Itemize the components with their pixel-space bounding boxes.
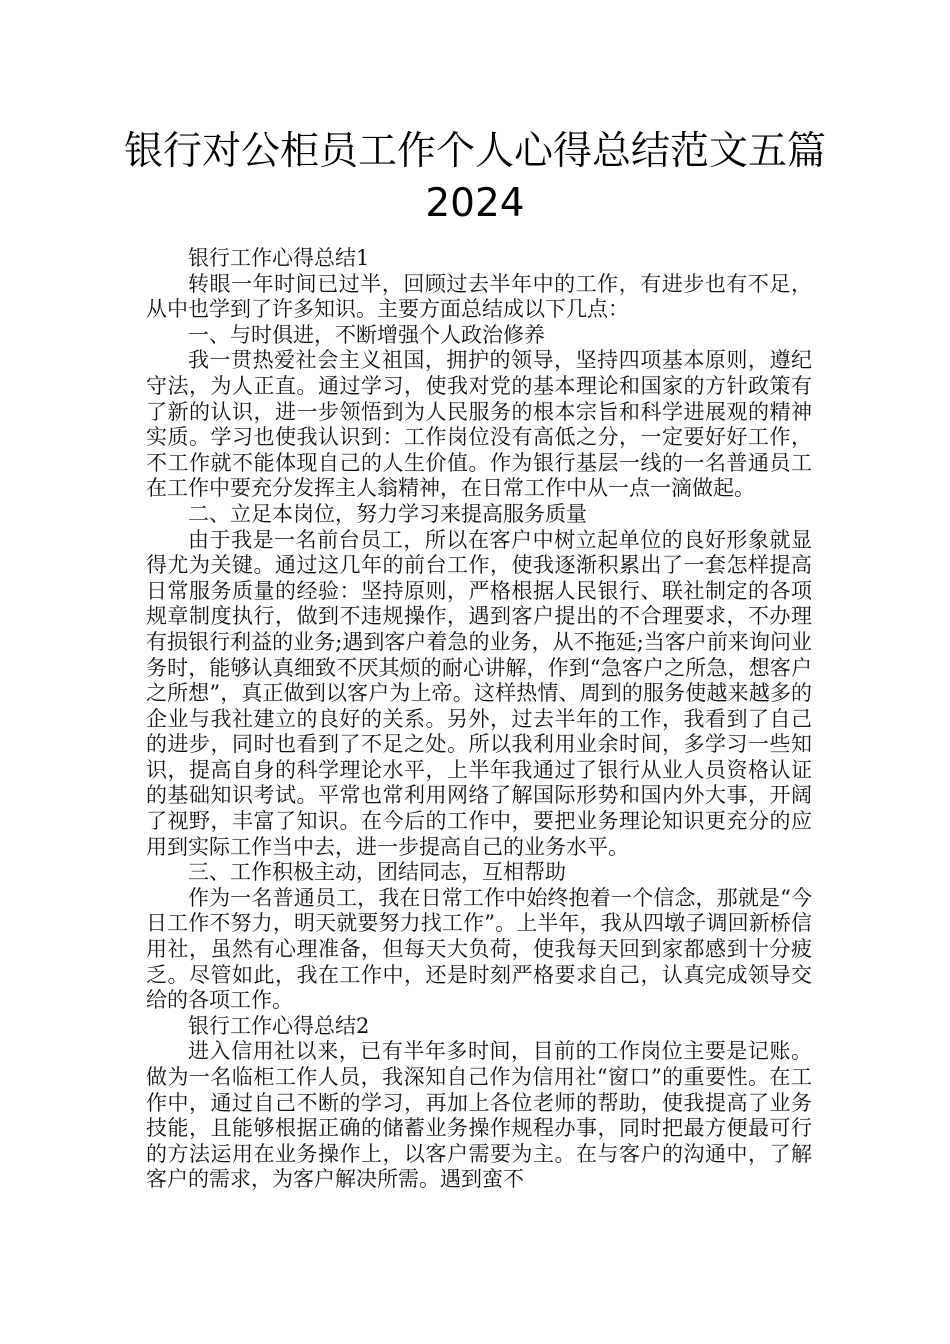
section-heading: 银行工作心得总结2	[188, 1013, 370, 1038]
document-title: 银行对公柜员工作个人心得总结范文五篇2024	[123, 129, 826, 226]
subsection-heading: 二、立足本岗位，努力学习来提高服务质量	[188, 501, 587, 526]
subsection-heading: 三、工作积极主动，团结同志，互相帮助	[188, 860, 566, 885]
body-paragraph: 我一贯热爱社会主义祖国，拥护的领导，坚持四项基本原则，遵纪守法，为人正直。通过学习，使我对党的基本理论和国家的方针政策有了新的认识，进一步领悟到为人民服务的根本宗旨和科学进展观的精神实质。学习也使我认识到：工作岗位没有高低之分，一定要好好工作，不工作就不能体现自己的人生价值。作为银行基层一线的一名普通员工在工作中要充分发挥主人翁精神，在日常工作中从一点一滴做起。	[146, 348, 812, 501]
section-heading: 银行工作心得总结1	[188, 246, 370, 270]
document-body	[146, 246, 812, 1193]
subsection-heading: 一、与时俱进，不断增强个人政治修养	[188, 322, 545, 347]
body-paragraph: 作为一名普通员工，我在日常工作中始终抱着一个信念，那就是“今日工作不努力，明天就要努力找工作”。上半年，我从四墩子调回新桥信用社，虽然有心理准备，但每天大负荷，使我每天回到家都感到十分疲乏。尽管如此，我在工作中，还是时刻严格要求自己，认真完成领导交给的各项工作。	[146, 885, 812, 1013]
body-paragraph: 由于我是一名前台员工，所以在客户中树立起单位的良好形象就显得尤为关键。通过这几年的前台工作，使我逐渐积累出了一套怎样提高日常服务质量的经验：坚持原则，严格根据人民银行、联社制定的各项规章制度执行，做到不违规操作，遇到客户提出的不合理要求，不办理有损银行利益的业务;遇到客户着急的业务，从不拖延;当客户前来询问业务时，能够认真细致不厌其烦的耐心讲解，作到“急客户之所急，想客户之所想”，真正做到以客户为上帝。这样热情、周到的服务使越来越多的企业与我社建立的良好的关系。另外，过去半年的工作，我看到了自己的进步，同时也看到了不足之处。所以我利用业余时间，多学习一些知识，提高自身的科学理论水平，上半年我通过了银行从业人员资格认证的基础知识考试。平常也常利用网络了解国际形势和国内外大事，开阔了视野，丰富了知识。在今后的工作中，要把业务理论知识更充分的应用到实际工作当中去，进一步提高自己的业务水平。	[146, 527, 812, 859]
body-paragraph: 转眼一年时间已过半，回顾过去半年中的工作，有进步也有不足，从中也学到了许多知识。主要方面总结成以下几点：	[146, 271, 812, 322]
body-paragraph: 进入信用社以来，已有半年多时间，目前的工作岗位主要是记账。做为一名临柜工作人员，我深知自己作为信用社“窗口”的重要性。在工作中，通过自己不断的学习，再加上各位老师的帮助，使我提高了业务技能，且能够根据正确的储蓄业务操作规程办事，同时把最方便最可行的方法运用在业务操作上，以客户需要为主。在与客户的沟通中，了解客户的需求，为客户解决所需。遇到蛮不	[146, 1039, 812, 1192]
